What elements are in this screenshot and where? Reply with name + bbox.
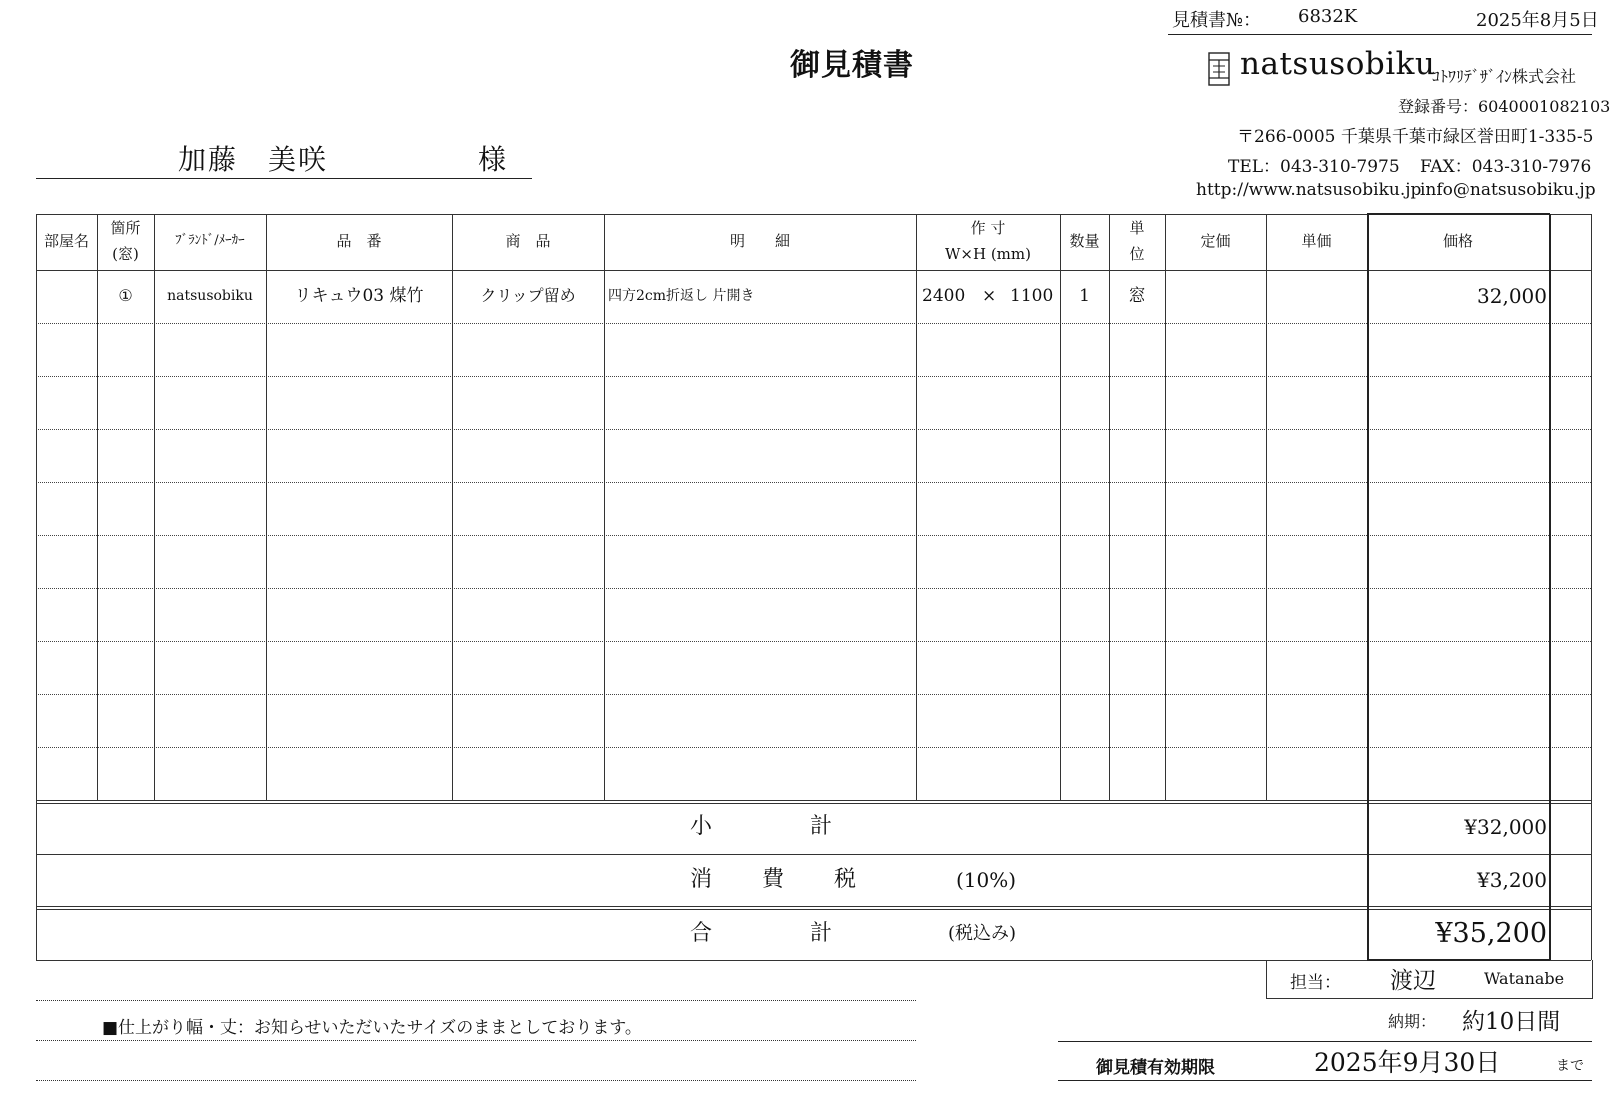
header-product-number: 品 番 <box>336 232 382 250</box>
row1-times: × <box>982 286 997 306</box>
table-column-divider <box>604 214 605 800</box>
customer-underline <box>36 178 532 179</box>
table-row-separator <box>36 482 1591 483</box>
delivery-label: 納期： <box>1388 1012 1437 1031</box>
table-row-separator <box>36 747 1591 748</box>
row1-product-number: リキュウ03 煤竹 <box>294 286 424 306</box>
row1-price: 32,000 <box>1477 284 1547 308</box>
header-product: 商 品 <box>505 232 551 250</box>
total-note: (税込み) <box>948 923 1017 944</box>
row1-width: 2400 <box>922 286 966 306</box>
tax-value: ¥3,200 <box>1477 868 1547 892</box>
table-left-border <box>36 214 37 960</box>
estimate-date: 2025年8月5日 <box>1476 10 1599 31</box>
validity-label: 御見積有効期限 <box>1096 1058 1215 1078</box>
price-column-right-border <box>1549 214 1551 960</box>
row1-product: クリップ留め <box>480 286 576 305</box>
tax-bottom-border <box>36 906 1591 907</box>
validity-rule-top <box>1058 1041 1592 1042</box>
delivery-value: 約10日間 <box>1462 1009 1561 1035</box>
table-column-divider <box>1165 214 1166 800</box>
table-row-separator <box>36 376 1591 377</box>
company-tel: TEL：043-310-7975 <box>1228 157 1400 177</box>
total-value: ¥35,200 <box>1435 918 1547 949</box>
header-qty: 数量 <box>1069 232 1100 250</box>
table-row-separator <box>36 588 1591 589</box>
header-unit-price: 単価 <box>1301 232 1332 250</box>
company-logo-icon <box>1208 52 1230 86</box>
header-room: 部屋名 <box>43 232 89 250</box>
subtotal-value: ¥32,000 <box>1464 815 1547 839</box>
total-label: 合 計 <box>690 921 835 946</box>
company-address: 〒266-0005 千葉県千葉市緑区誉田町1-335-5 <box>1237 127 1594 147</box>
header-details: 明 細 <box>729 232 790 250</box>
company-url[interactable]: http://www.natsusobiku.jp <box>1196 180 1422 200</box>
table-row-separator <box>36 694 1591 695</box>
row1-brand: natsusobiku <box>167 288 253 304</box>
company-logo-text: natsusobiku <box>1240 46 1436 82</box>
table-right-border <box>1591 214 1592 960</box>
header-location-2: (窓) <box>112 245 139 263</box>
header-brand: ﾌﾞﾗﾝﾄﾞ/ﾒｰｶｰ <box>175 233 245 248</box>
table-column-divider <box>916 214 917 800</box>
finish-size-note: ■仕上がり幅・丈：お知らせいただいたサイズのままとしております。 <box>102 1018 642 1038</box>
row1-details: 四方2cm折返し 片開き <box>608 288 755 304</box>
company-fax: FAX：043-310-7976 <box>1420 157 1592 177</box>
header-unit-2: 位 <box>1129 245 1145 263</box>
validity-date: 2025年9月30日 <box>1314 1048 1501 1077</box>
company-name: ｺﾄﾜﾘﾃﾞｻﾞｲﾝ株式会社 <box>1432 67 1577 86</box>
note-rule-bottom <box>36 1080 916 1081</box>
table-row-separator <box>36 535 1591 536</box>
header-price: 価格 <box>1442 232 1473 250</box>
validity-rule-bottom <box>1058 1080 1592 1081</box>
price-column-top-border <box>1367 213 1550 215</box>
note-rule-top <box>36 1000 916 1001</box>
header-size-2: W×H (mm) <box>945 245 1031 263</box>
staff-name: 渡辺 <box>1390 968 1436 994</box>
note-rule-middle <box>36 1040 916 1041</box>
header-size-1: 作 寸 <box>970 219 1006 237</box>
row1-height: 1100 <box>1010 286 1054 306</box>
customer-honorific: 様 <box>478 143 507 176</box>
staff-label: 担当： <box>1290 973 1341 993</box>
table-row-separator <box>36 641 1591 642</box>
customer-name: 加藤 美咲 <box>178 143 329 176</box>
validity-suffix: まで <box>1556 1058 1584 1074</box>
document-title: 御見積書 <box>790 48 914 83</box>
header-location-1: 箇所 <box>110 219 141 237</box>
subtotal-label: 小 計 <box>690 814 835 839</box>
staff-romaji: Watanabe <box>1484 969 1565 988</box>
table-column-divider <box>1266 214 1267 800</box>
table-row-separator <box>36 323 1591 324</box>
header-rule <box>1168 34 1592 35</box>
tax-label: 消 費 税 <box>690 867 859 892</box>
row1-unit: 窓 <box>1128 286 1146 306</box>
row1-location: ① <box>118 286 133 305</box>
row1-qty: 1 <box>1079 286 1090 306</box>
table-top-border <box>36 214 1591 215</box>
estimate-number-label: 見積書№： <box>1172 10 1262 31</box>
header-list-price: 定価 <box>1200 232 1231 250</box>
registration-number: 登録番号：6040001082103 <box>1398 97 1611 116</box>
table-row-separator <box>36 429 1591 430</box>
estimate-number: 6832K <box>1298 6 1358 27</box>
tax-rate: (10%) <box>956 868 1017 892</box>
company-email[interactable]: info@natsusobiku.jp <box>1420 180 1596 200</box>
header-unit-1: 単 <box>1129 219 1145 237</box>
